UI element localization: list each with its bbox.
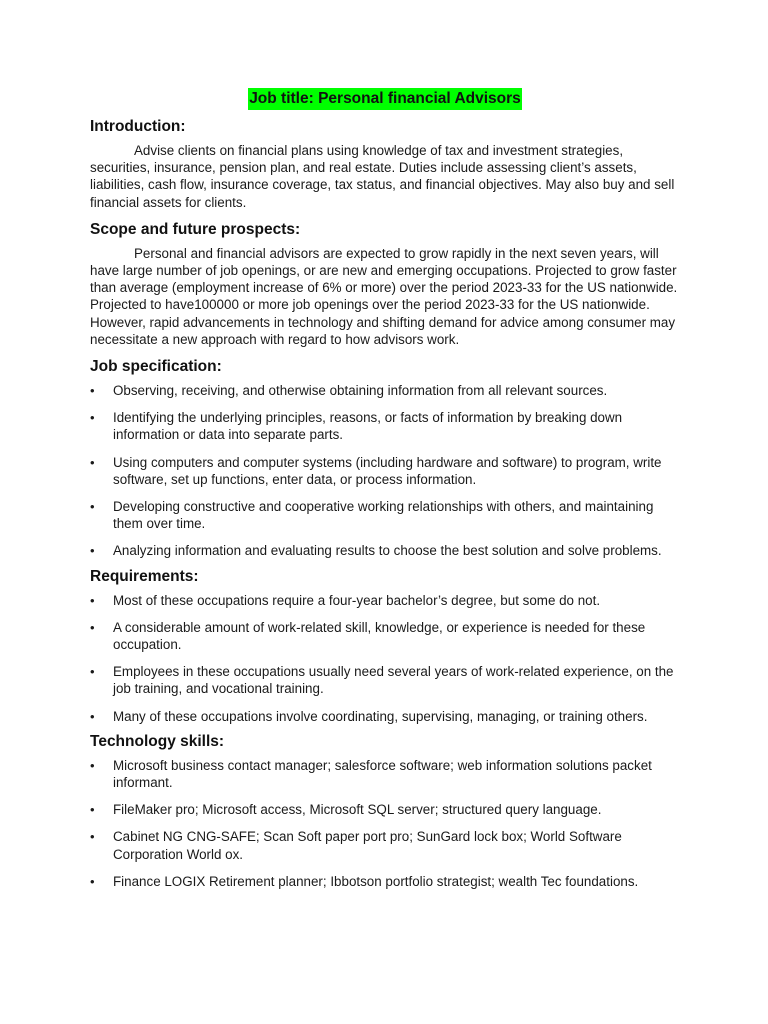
requirements-section xyxy=(90,566,680,725)
list-item xyxy=(90,873,680,890)
introduction-section xyxy=(90,116,680,211)
list-item xyxy=(90,708,680,725)
job-specification-section xyxy=(90,356,680,560)
list-item xyxy=(90,592,680,609)
bullet-icon: • xyxy=(90,383,95,399)
title-container xyxy=(90,88,680,110)
list-item xyxy=(90,454,680,488)
document-page xyxy=(90,88,680,896)
list-item-text: Using computers and computer systems (including hardware and software) to program, write software, set up functions, enter data, or process information. xyxy=(113,454,662,487)
bullet-icon: • xyxy=(90,708,95,724)
requirements-heading: Requirements: xyxy=(90,567,199,585)
list-item xyxy=(90,828,680,862)
list-item-text: Cabinet NG CNG-SAFE; Scan Soft paper port pro; SunGard lock box; World Software Corporation World ox. xyxy=(113,829,622,862)
list-item xyxy=(90,757,680,791)
list-item-text: Most of these occupations require a four-year bachelor’s degree, but some do not. xyxy=(113,592,601,608)
list-item xyxy=(90,619,680,653)
technology-skills-heading: Technology skills: xyxy=(90,732,225,750)
bullet-icon: • xyxy=(90,592,95,608)
introduction-heading: Introduction: xyxy=(90,118,186,135)
list-item-text: FileMaker pro; Microsoft access, Microsoft SQL server; structured query language. xyxy=(113,802,602,818)
job-specification-list xyxy=(90,382,680,560)
list-item-text: Developing constructive and cooperative working relationships with others, and maintaining them over time. xyxy=(113,499,654,532)
list-item-text: A considerable amount of work-related skill, knowledge, or experience is needed for these occupation. xyxy=(113,619,646,653)
introduction-text: Advise clients on financial plans using knowledge of tax and investment strategies, securities, insurance, pension plan, and real estate. Duties include assessing client’s assets, liabilities, cash flow, insurance coverage, tax status, and financial objectives. May also buy and sell financial assets for clients. xyxy=(90,143,675,210)
bullet-icon: • xyxy=(90,829,95,845)
list-item xyxy=(90,498,680,532)
technology-skills-list xyxy=(90,757,680,890)
scope-section xyxy=(90,219,680,348)
list-item xyxy=(90,542,680,559)
bullet-icon: • xyxy=(90,543,95,559)
list-item-text: Analyzing information and evaluating results to choose the best solution and solve problems. xyxy=(113,543,662,559)
list-item xyxy=(90,663,680,697)
bullet-icon: • xyxy=(90,802,95,818)
list-item xyxy=(90,801,680,818)
scope-heading: Scope and future prospects: xyxy=(90,220,301,238)
list-item-text: Microsoft business contact manager; salesforce software; web information solutions packet informant. xyxy=(113,757,652,791)
list-item xyxy=(90,382,680,399)
page-title: Job title: Personal financial Advisors xyxy=(248,88,522,110)
job-specification-heading: Job specification: xyxy=(90,358,222,376)
list-item xyxy=(90,409,680,443)
list-item-text: Finance LOGIX Retirement planner; Ibbotson portfolio strategist; wealth Tec foundations. xyxy=(113,873,639,889)
technology-skills-section xyxy=(90,731,680,890)
bullet-icon: • xyxy=(90,757,95,773)
list-item-text: Employees in these occupations usually need several years of work-related experience, on the job training, and vocational training. xyxy=(113,664,674,697)
bullet-icon: • xyxy=(90,873,95,889)
list-item-text: Identifying the underlying principles, reasons, or facts of information by breaking down information or data into separate parts. xyxy=(113,410,623,443)
list-item-text: Many of these occupations involve coordinating, supervising, managing, or training others. xyxy=(113,708,648,724)
bullet-icon: • xyxy=(90,454,95,470)
bullet-icon: • xyxy=(90,664,95,680)
requirements-list xyxy=(90,592,680,725)
bullet-icon: • xyxy=(90,499,95,515)
list-item-text: Observing, receiving, and otherwise obtaining information from all relevant sources. xyxy=(113,383,608,399)
bullet-icon: • xyxy=(90,619,95,635)
bullet-icon: • xyxy=(90,410,95,426)
scope-text: Personal and financial advisors are expected to grow rapidly in the next seven years, will have large number of job openings, or are new and emerging occupations. Projected to grow faster than average (employment increase of 6% or more) over the period 2023-33 for the US nationwide. Projected to have100000 or more job openings over the period 2023-33 for the US nationwide. However, rapid advancements in technology and shifting demand for advice among consumer may necessitate a new approach with regard to how advisors work. xyxy=(90,245,678,347)
